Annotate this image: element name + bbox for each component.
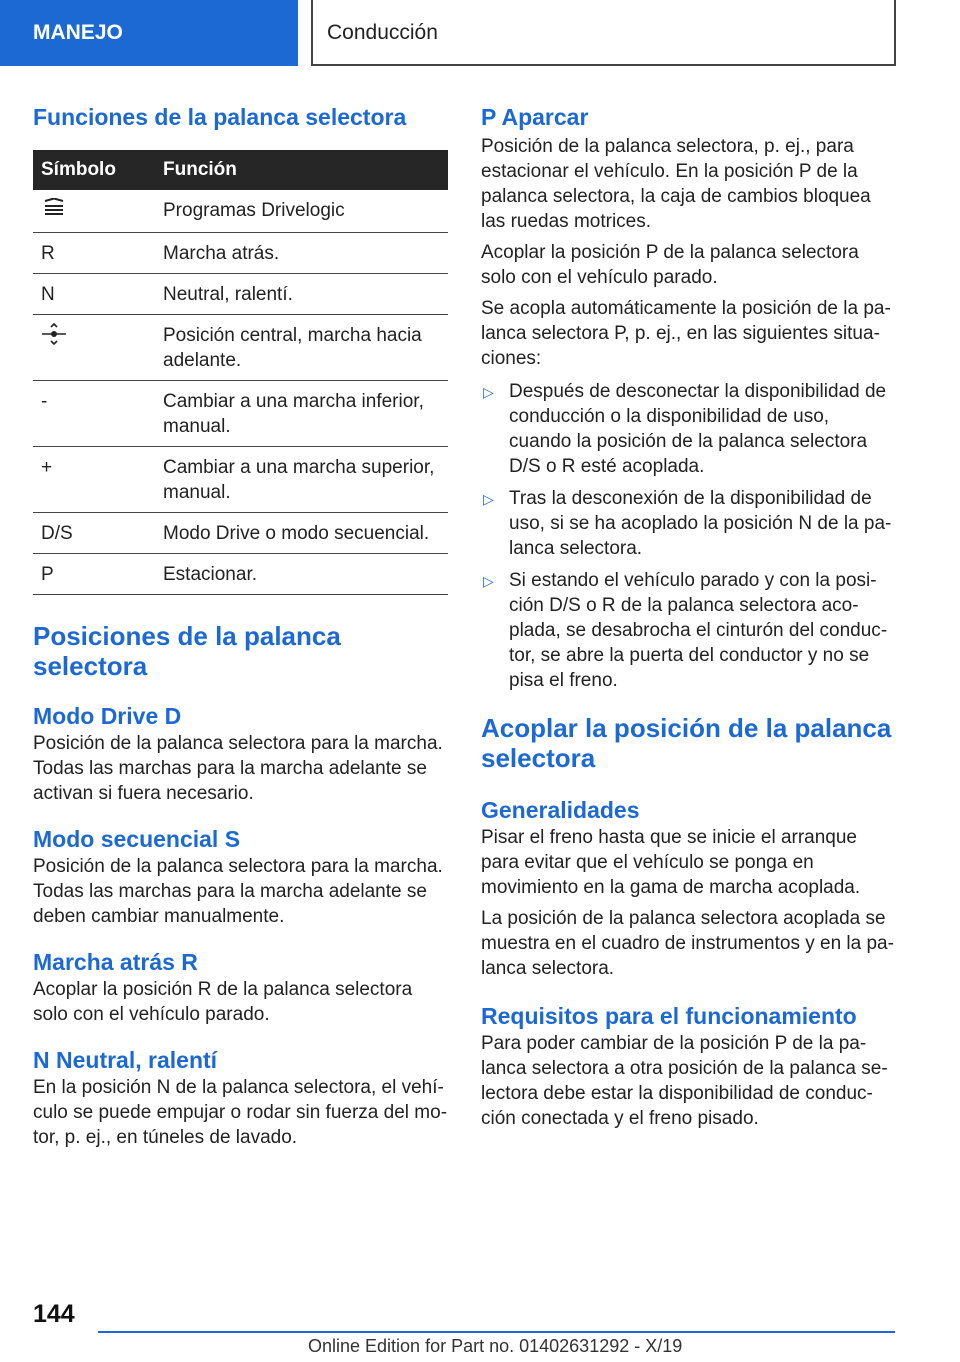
section-heading: Posiciones de la palanca selectora bbox=[33, 621, 341, 681]
right-column bbox=[481, 100, 896, 1131]
table-cell: D/S bbox=[33, 513, 155, 554]
table-row bbox=[33, 190, 448, 233]
bullet-text: Después de desconectar la disponibilidad de conducción o la disponibilidad de uso, cuando la posición de la palanca selectora D/S o R esté acoplada. bbox=[509, 381, 887, 477]
center-position-icon bbox=[41, 323, 67, 345]
section-heading: Acoplar la posición de la palanca selectora bbox=[481, 713, 892, 773]
table-cell: + bbox=[33, 447, 155, 513]
table-cell: Marcha atrás. bbox=[155, 233, 448, 274]
table-cell: Cambiar a una marcha superior, manual. bbox=[155, 447, 448, 513]
edition-text: Online Edition for Part no. 01402631292 - X/19 bbox=[308, 1336, 683, 1356]
bullet-triangle-icon: ▷ bbox=[483, 491, 494, 507]
park-text-3: Se acopla automáticamente la posición de la palanca selectora P, p. ej., en las siguientes situaciones: bbox=[481, 298, 891, 369]
table-cell: Posición central, marcha hacia adelante. bbox=[155, 315, 448, 381]
general-text-1: Pisar el freno hasta que se inicie el arranque para evitar que el vehículo se ponga en movimiento en la gama de marcha acoplada. bbox=[481, 827, 861, 898]
requirements-text: Para poder cambiar de la posición P de la palanca selectora a otra posición de la palanca selectora debe estar la disponibilidad de conducción conectada y el freno pisado. bbox=[481, 1033, 888, 1129]
table-cell: R bbox=[33, 233, 155, 274]
drivelogic-icon bbox=[41, 198, 67, 218]
table-cell: Programas Drivelogic bbox=[155, 190, 448, 233]
table-cell: Modo Drive o modo secuencial. bbox=[155, 513, 448, 554]
general-heading: Generalidades bbox=[481, 797, 640, 823]
table-cell: P bbox=[33, 554, 155, 595]
table-row bbox=[33, 274, 448, 315]
general-text-2: La posición de la palanca selectora acoplada se muestra en el cuadro de instrumentos y en la palanca selectora. bbox=[481, 908, 894, 979]
park-text-1: Posición de la palanca selectora, p. ej., para estacionar el vehículo. En la posición P de la palanca selectora, la caja de cambios bloquea las ruedas motrices. bbox=[481, 136, 871, 232]
table-row bbox=[33, 315, 448, 381]
center-position-icon bbox=[33, 315, 155, 381]
page-number: 144 bbox=[33, 1300, 75, 1328]
drive-heading: Modo Drive D bbox=[33, 703, 182, 729]
functions-table bbox=[33, 150, 448, 595]
list-item bbox=[481, 486, 896, 561]
chapter-tab bbox=[311, 0, 896, 66]
table-row bbox=[33, 447, 448, 513]
left-column bbox=[33, 100, 448, 1150]
header-function: Función bbox=[155, 150, 448, 190]
bullet-text: Si estando el vehículo parado y con la posición D/S o R de la palanca selectora acoplada, se desabrocha el cinturón del conductor, se abre la puerta del conductor y no se pisa el freno. bbox=[509, 570, 888, 691]
sequential-text: Posición de la palanca selectora para la marcha. Todas las marchas para la marcha adelante se deben cambiar manualmente. bbox=[33, 856, 443, 927]
table-row bbox=[33, 513, 448, 554]
reverse-heading: Marcha atrás R bbox=[33, 949, 198, 975]
section-tab bbox=[0, 0, 298, 66]
reverse-text: Acoplar la posición R de la palanca selectora solo con el vehículo parado. bbox=[33, 979, 413, 1025]
neutral-text: En la posición N de la palanca selectora, el vehículo se puede empujar o rodar sin fuerza del motor, p. ej., en túneles de lavado. bbox=[33, 1077, 448, 1148]
bullet-triangle-icon: ▷ bbox=[483, 573, 494, 589]
neutral-heading: N Neutral, ralentí bbox=[33, 1047, 218, 1073]
drivelogic-icon bbox=[33, 190, 155, 233]
table-title: Funciones de la palanca selectora bbox=[33, 104, 407, 130]
table-row bbox=[33, 554, 448, 595]
park-text-2: Acoplar la posición P de la palanca selectora solo con el vehículo parado. bbox=[481, 242, 859, 288]
table-cell: Estacionar. bbox=[155, 554, 448, 595]
table-cell: - bbox=[33, 381, 155, 447]
table-cell: Neutral, ralentí. bbox=[155, 274, 448, 315]
table-row bbox=[33, 381, 448, 447]
bullet-triangle-icon: ▷ bbox=[483, 384, 494, 400]
requirements-heading: Requisitos para el funcionamiento bbox=[481, 1003, 857, 1029]
list-item bbox=[481, 379, 896, 479]
table-cell: Cambiar a una marcha inferior, manual. bbox=[155, 381, 448, 447]
chapter-label: Conducción bbox=[327, 21, 438, 44]
sequential-heading: Modo secuencial S bbox=[33, 826, 241, 852]
drive-text: Posición de la palanca selectora para la marcha. Todas las marchas para la marcha adelante se activan si fuera necesario. bbox=[33, 733, 443, 804]
park-bullet-list bbox=[481, 379, 896, 693]
table-row bbox=[33, 233, 448, 274]
table-header-row bbox=[33, 150, 448, 190]
footer-divider bbox=[98, 1331, 895, 1333]
section-label: MANEJO bbox=[33, 21, 123, 44]
bullet-text: Tras la desconexión de la disponibilidad de uso, si se ha acoplado la posición N de la palanca selectora. bbox=[509, 488, 892, 559]
header-symbol: Símbolo bbox=[33, 150, 155, 190]
table-cell: N bbox=[33, 274, 155, 315]
list-item bbox=[481, 568, 896, 693]
park-heading: P Aparcar bbox=[481, 104, 589, 130]
